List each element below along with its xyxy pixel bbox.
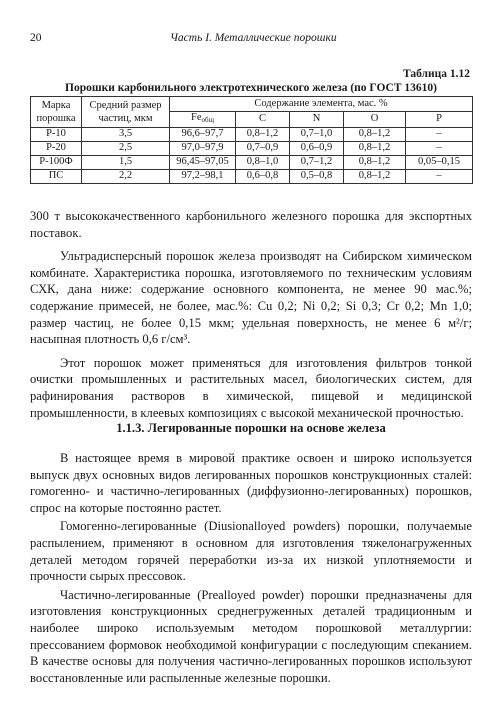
cell-fe: 97,0–97,9: [170, 141, 236, 155]
cell-c: 0,6–0,8: [236, 169, 290, 183]
cell-size: 2,2: [82, 169, 170, 183]
cell-grade: Р-100Ф: [31, 155, 82, 169]
cell-size: 3,5: [82, 127, 170, 141]
cell-n: 0,5–0,8: [290, 169, 344, 183]
cell-o: 0,8–1,2: [344, 127, 406, 141]
paragraph-applications: Этот порошок может применяться для изготовления фильтров тонкой очистки промышленных и растительных масел, биологических систем, для рафинирования растворов в химической, пищевой и медицинской промышленности, в клеевых композициях с высокой механической прочностью.: [30, 355, 472, 420]
running-title: Часть I. Металлические порошки: [170, 32, 337, 44]
cell-c: 0,8–1,0: [236, 155, 290, 169]
header-n: N: [290, 112, 344, 128]
header-particle-size: Средний размер частиц, мкм: [82, 97, 170, 128]
table-caption: Таблица 1.12: [402, 68, 470, 80]
body-text-bottom: [30, 450, 472, 686]
cell-p: –: [406, 127, 473, 141]
header-grade: Марка порошка: [31, 97, 82, 128]
cell-n: 0,7–1,0: [290, 127, 344, 141]
paragraph-alloy-types: В настоящее время в мировой практике освоен и широко используется выпуск двух основных видов легированных порошков конструкционных сталей: гомогенно- и частично-легированных (диффузионно-легированных) порошков, спрос на которые постоянно растет.: [30, 451, 472, 515]
cell-size: 1,5: [82, 155, 170, 169]
header-c: C: [236, 112, 290, 128]
cell-fe: 96,6–97,7: [170, 127, 236, 141]
cell-fe: 96,45–97,05: [170, 155, 236, 169]
paragraph-homogeneous: Гомогенно-легированные (Diusionalloyed powders) порошки, получаемые распылением, применяют в основном для изготовления тяжелонагруженных деталей методом горячей переработки из-за их низкой уплотняемости и прочности сырых прессовок.: [30, 519, 472, 584]
cell-p: –: [406, 169, 473, 183]
body-text-top: [30, 208, 472, 421]
fe-symbol: Fe: [191, 112, 202, 123]
cell-p: –: [406, 141, 473, 155]
fe-subscript: общ: [201, 116, 214, 124]
cell-o: 0,8–1,2: [344, 169, 406, 183]
paragraph-continuation: 300 т высококачественного карбонильного железного порошка для экспортных поставок.: [30, 209, 472, 240]
cell-o: 0,8–1,2: [344, 155, 406, 169]
table-title: Порошки карбонильного электротехнического железа (по ГОСТ 13610): [65, 82, 437, 94]
table-row: [31, 155, 473, 169]
cell-c: 0,7–0,9: [236, 141, 290, 155]
header-fe: [170, 112, 236, 128]
powder-table: [30, 96, 473, 184]
paragraph-ultradisperse: Ультрадисперсный порошок железа производят на Сибирском химическом комбинате. Характеристика порошка, изготовляемого по техническим условиям СХК, дана ниже: содержание основного компонента, не менее 90 мас.%; содержание примесей, не более, мас.%: Cu 0,2; Ni 0,2; Si 0,3; Cr 0,2; Mn 1,0; размер частиц, не более 0,15 мкм; удельная поверхность, не менее 6 м²/г; насыпная плотность 0,6 г/см³.: [30, 249, 472, 347]
table-row: [31, 169, 473, 183]
cell-fe: 97,2–98,1: [170, 169, 236, 183]
running-header: [30, 32, 472, 50]
cell-grade: Р-20: [31, 141, 82, 155]
cell-n: 0,7–1,2: [290, 155, 344, 169]
cell-size: 2,5: [82, 141, 170, 155]
cell-grade: Р-10: [31, 127, 82, 141]
page-number: 20: [30, 32, 42, 44]
cell-c: 0,8–1,2: [236, 127, 290, 141]
table-row: [31, 141, 473, 155]
table-row: [31, 127, 473, 141]
header-o: O: [344, 112, 406, 128]
header-content-group: Содержание элемента, мас. %: [170, 97, 473, 112]
cell-grade: ПС: [31, 169, 82, 183]
cell-o: 0,8–1,2: [344, 141, 406, 155]
cell-p: 0,05–0,15: [406, 155, 473, 169]
header-p: P: [406, 112, 473, 128]
cell-n: 0,6–0,9: [290, 141, 344, 155]
section-heading: 1.1.3. Легированные порошки на основе железа: [116, 421, 386, 435]
paragraph-partial: Частично-легированные (Prealloyed powder) порошки предназначены для изготовления конструкционных среднегруженных деталей традиционным и наиболее широко используемым методом порошковой металлургии: прессованием формовок необходимой конфигурации с последующим спеканием. В качестве основы для получения частично-легированных порошков используют восстановленные или распыленные железные порошки.: [30, 587, 472, 685]
